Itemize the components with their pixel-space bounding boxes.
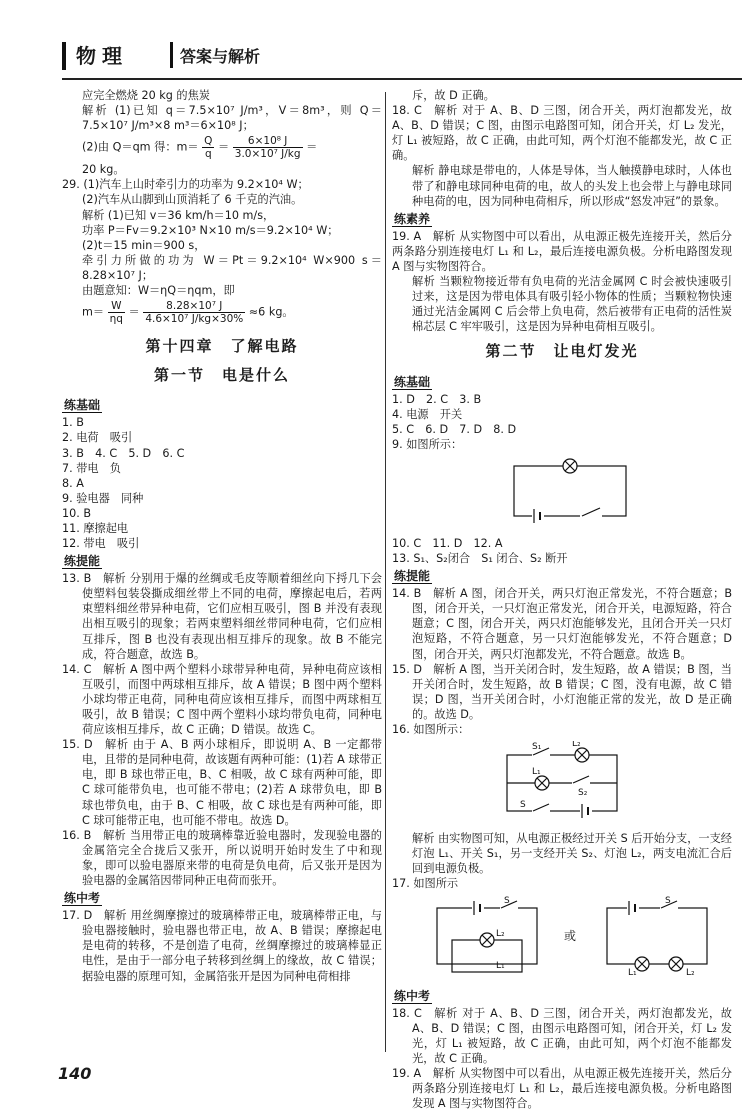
answer-line: 解析 (1)已知 q＝7.5×10⁷ J/m³，V＝8m³，则 Q＝7.5×10⁷ J/m³×8 m³＝6×10⁸ J；: [82, 104, 382, 133]
answer-line: 20 kg。: [82, 163, 125, 177]
tag-improve: 练提能: [64, 554, 101, 569]
answer-line: 5. C 6. D 7. D 8. D: [392, 422, 517, 436]
section-title: 第一节 电是什么: [153, 366, 290, 385]
circuit-label: L₂: [572, 741, 581, 750]
fraction-denominator: 3.0×10⁷ J/kg: [234, 148, 301, 161]
page-header: [62, 36, 742, 76]
column-divider: [385, 92, 386, 1052]
page-number: 140: [58, 1064, 92, 1083]
circuit-diagrams-q17: [392, 896, 732, 976]
answer-paragraph: 解析 由实物图可知，从电源正极经过开关 S 后开始分支，一支经灯泡 L₁、开关 S₁，另一支经开关 S₂、灯泡 L₂，两支电流汇合后回到电源负极。: [412, 832, 732, 876]
tag-basic: 练基础: [64, 398, 101, 413]
formula-text: ＝: [218, 140, 230, 154]
answer-line: 1. D 2. C 3. B: [392, 392, 482, 406]
answer-paragraph: 19. A 解析 从实物图中可以看出，从电源正极先连接开关，然后分两条路分别连接电灯 L₁ 和 L₂，最后连接电源负极。分析电路图发现 A 图与实物图符合。: [392, 1067, 732, 1111]
answer-line: 18. C 解析 对于 A、B、D 三图，闭合开关，两灯泡都发光，故 A、B、D 错误；C 图，由图示电路图可知，闭合开关，灯 L₂ 发光，灯 L₁ 被短路，故 C 正确，由此可知，两个灯泡不能都发光，故 C 正确。: [392, 104, 732, 163]
answer-line: 牵引力所做的功为 W＝Pt＝9.2×10⁴ W×900 s＝8.28×10⁷ J；: [82, 253, 382, 282]
header-subject: 物理: [76, 44, 128, 68]
fraction: [202, 135, 214, 160]
formula-text: m＝: [82, 305, 105, 319]
answer-line: (2)汽车从山脚到山顶消耗了 6 千克的汽油。: [82, 193, 303, 207]
formula-line: [62, 135, 382, 160]
or-label: 或: [564, 928, 577, 943]
section-title: 第二节 让电灯发光: [485, 342, 639, 361]
circuit-label: L₁: [628, 967, 637, 976]
formula-line: [62, 300, 382, 325]
circuit-label: S: [665, 895, 671, 906]
answer-line: 29. (1)汽车上山时牵引力的功率为 9.2×10⁴ W；: [62, 178, 309, 192]
chapter-title: 第十四章 了解电路: [145, 337, 299, 356]
left-column: [62, 88, 382, 984]
answer-line: 7. 带电 负: [62, 461, 121, 475]
fraction-numerator: 8.28×10⁷ J: [143, 300, 245, 313]
answer-line: 9. 如图所示：: [392, 437, 463, 451]
fraction-numerator: Q: [204, 135, 213, 148]
answer-line: 解析 (1)已知 v＝36 km/h＝10 m/s，: [82, 208, 275, 222]
circuit-label: L₁: [496, 960, 505, 971]
circuit-label: S: [520, 800, 526, 811]
circuit-diagram-q9: [392, 456, 732, 526]
circuit-wire: [607, 908, 707, 964]
answer-line: 1. B: [62, 416, 84, 430]
circuit-label: L₂: [686, 967, 695, 976]
answer-paragraph: 15. D 解析 由于 A、B 两小球相斥，即说明 A、B 一定都带电，且带的是同种电荷，故该题有两种可能：(1)若 A 球带正电，即 B 球也带正电，B、C 相吸，故 C 球有两种可能，即 C 球可能带负电，也可能不带电；(2)若 A 球带负电，即 B 球也带负电，由于 B、C 相吸，故 C 球也是有两种可能，即 C 球可能带正电，也可能不带电。故选 D。: [62, 738, 382, 827]
answer-paragraph: 13. B 解析 分别用于爆的丝绸或毛皮等顺着细丝向下捋几下会使塑料包装袋撕成细丝带上不同的电荷，摩擦起电后，若两束塑料细丝带异种电荷，它们应相互吸引，图 B 并没有表现出相互吸引的现象；若两束塑料细丝带同种电荷，它们应相互排斥，图 B 也没有表现出相互排斥的现象。故 B 不能完成，符合题意，故选 B。: [62, 572, 382, 661]
formula-text: ≈6 kg。: [248, 305, 294, 319]
fraction-denominator: ηq: [109, 313, 123, 326]
formula-text: ＝: [306, 140, 318, 154]
answer-line: 3. B 4. C 5. D 6. C: [62, 446, 185, 460]
answer-line: 2. 电荷 吸引: [62, 431, 133, 445]
answer-paragraph: 16. B 解析 当用带正电的玻璃棒靠近验电器时，发现验电器的金属箔完全合拢后又张开，所以说明开始时发生了中和现象，即可以验电器原来带的电荷是负电荷，后又张开是因为验电器的金属箔因带同种正电荷而张开。: [62, 828, 382, 888]
fraction-denominator: 4.6×10⁷ J/kg×30%: [145, 313, 244, 326]
circuit-label: L₁: [532, 767, 541, 778]
circuit-label: S: [504, 895, 510, 906]
answer-line: 4. 电源 开关: [392, 407, 463, 421]
circuit-label: S₂: [578, 788, 588, 799]
circuit-label: S₁: [532, 742, 542, 753]
answer-paragraph: 14. B 解析 A 图，闭合开关，两只灯泡正常发光，不符合题意；B 图，闭合开关，一只灯泡正常发光，闭合开关，电源短路，符合题意；C 图，闭合开关，两只灯泡能够发光，且闭合开关一只灯泡短路，不符合题意，另一只灯泡能够发光，不符合题意；D 图，闭合开关，两只灯泡都发光，不符合题意。故选 B。: [392, 587, 732, 661]
tag-improve: 练提能: [394, 569, 431, 584]
fraction-denominator: q: [204, 148, 212, 161]
answer-line: 12. 带电 吸引: [62, 537, 140, 551]
answer-line: 斥，故 D 正确。: [412, 89, 495, 102]
answer-line: 13. S₁、S₂闭合 S₁ 闭合、S₂ 断开: [392, 552, 568, 566]
tag-exam: 练中考: [64, 891, 101, 906]
tag-literacy: 练素养: [394, 211, 431, 226]
circuit-label: L₂: [496, 928, 505, 939]
fraction: [143, 300, 245, 325]
answer-paragraph: 解析 当颗粒物接近带有负电荷的光洁金属网 C 时会被快速吸引过来，这是因为带电体具有吸引轻小物体的性质；当颗粒物快速通过光洁金属网 C 后会带上负电荷，然后被带有正电荷的活性炭棉芯层 C 牢牢吸引，这是因为异种电荷相互吸引。: [412, 275, 732, 334]
answer-line: 10. B: [62, 506, 92, 520]
answer-line: 11. 摩擦起电: [62, 521, 129, 535]
header-separator: [170, 42, 173, 68]
circuit-diagram-q16: [392, 741, 732, 821]
tag-basic: 练基础: [394, 374, 431, 389]
header-bar: [62, 42, 66, 70]
answer-line: 19. A 解析 从实物图中可以看出，从电源正极先连接开关，然后分两条路分别连接电灯 L₁ 和 L₂，最后连接电源负极。分析电路图发现 A 图与实物图符合。: [392, 229, 732, 273]
answer-line: (2)t＝15 min＝900 s，: [82, 238, 206, 252]
header-rule: [62, 78, 742, 80]
answer-line: 16. 如图所示：: [392, 723, 470, 736]
tag-exam: 练中考: [394, 988, 431, 1003]
answer-line: 10. C 11. D 12. A: [392, 536, 503, 550]
answer-paragraph: 14. C 解析 A 图中两个塑料小球带异种电荷，异种电荷应该相互吸引，而图中两球相互排斥，故 A 错误；B 图中两个塑料小球均带正电荷，同种电荷应该相互排斥，而图中两球相互吸引，故 B 错误；C 图中两个塑料小球均带负电荷，同种电荷应该相互排斥，故 C 正确；D 错误。故选 C。: [62, 662, 382, 737]
formula-text: (2)由 Q＝qm 得：m＝: [82, 140, 199, 154]
fraction: [108, 300, 125, 325]
answer-line: 应完全燃烧 20 kg 的焦炭: [82, 89, 210, 102]
answer-paragraph: 解析 静电球是带电的，人体是导体，当人触摸静电球时，人体也带了和静电球同种电荷的电，故人的头发上也会带上与静电球同种电荷的电，因为同种电荷相斥，所以形成“怒发冲冠”的景象。: [412, 164, 732, 208]
answer-paragraph: 15. D 解析 A 图，当开关闭合时，发生短路，故 A 错误；B 图，当开关闭合时，发生短路，故 B 错误；C 图，没有电源，故 C 错误；D 图，当开关闭合时，小灯泡能正常的发光，故 D 是正确的。故选 D。: [392, 662, 732, 721]
answer-line: 9. 验电器 同种: [62, 491, 144, 505]
answer-line: 功率 P＝Fv＝9.2×10³ N×10 m/s＝9.2×10⁴ W；: [82, 223, 339, 237]
answer-line: 17. 如图所示: [392, 877, 459, 891]
header-title: 答案与解析: [180, 47, 261, 66]
fraction-numerator: 6×10⁸ J: [233, 135, 303, 148]
right-column: [392, 88, 732, 1111]
answer-paragraph: 17. D 解析 用丝绸摩擦过的玻璃棒带正电，玻璃棒带正电，与验电器接触时，验电器也带正电，故 A、B 错误；摩擦起电是电荷的转移，不是创造了电荷，丝绸摩擦过的玻璃棒显正电性，是由于一部分电子转移到丝绸上的缘故，故 C 错误；据验电器的原理可知，金属箔张开是因为同种电荷相排: [62, 909, 382, 983]
answer-line: 由题意知：W＝ηQ＝ηqm，即: [82, 284, 235, 298]
fraction: [233, 135, 303, 160]
formula-text: ＝: [128, 305, 140, 319]
fraction-numerator: W: [108, 300, 125, 313]
answer-paragraph: 18. C 解析 对于 A、B、D 三图，闭合开关，两灯泡都发光，故 A、B、D 错误；C 图，由图示电路图可知，闭合开关，灯 L₂ 发光，灯 L₁ 被短路，故 C 正确，由此可知，两个灯泡不能都发光，故 C 正确。: [392, 1006, 732, 1065]
answer-line: 8. A: [62, 476, 84, 490]
